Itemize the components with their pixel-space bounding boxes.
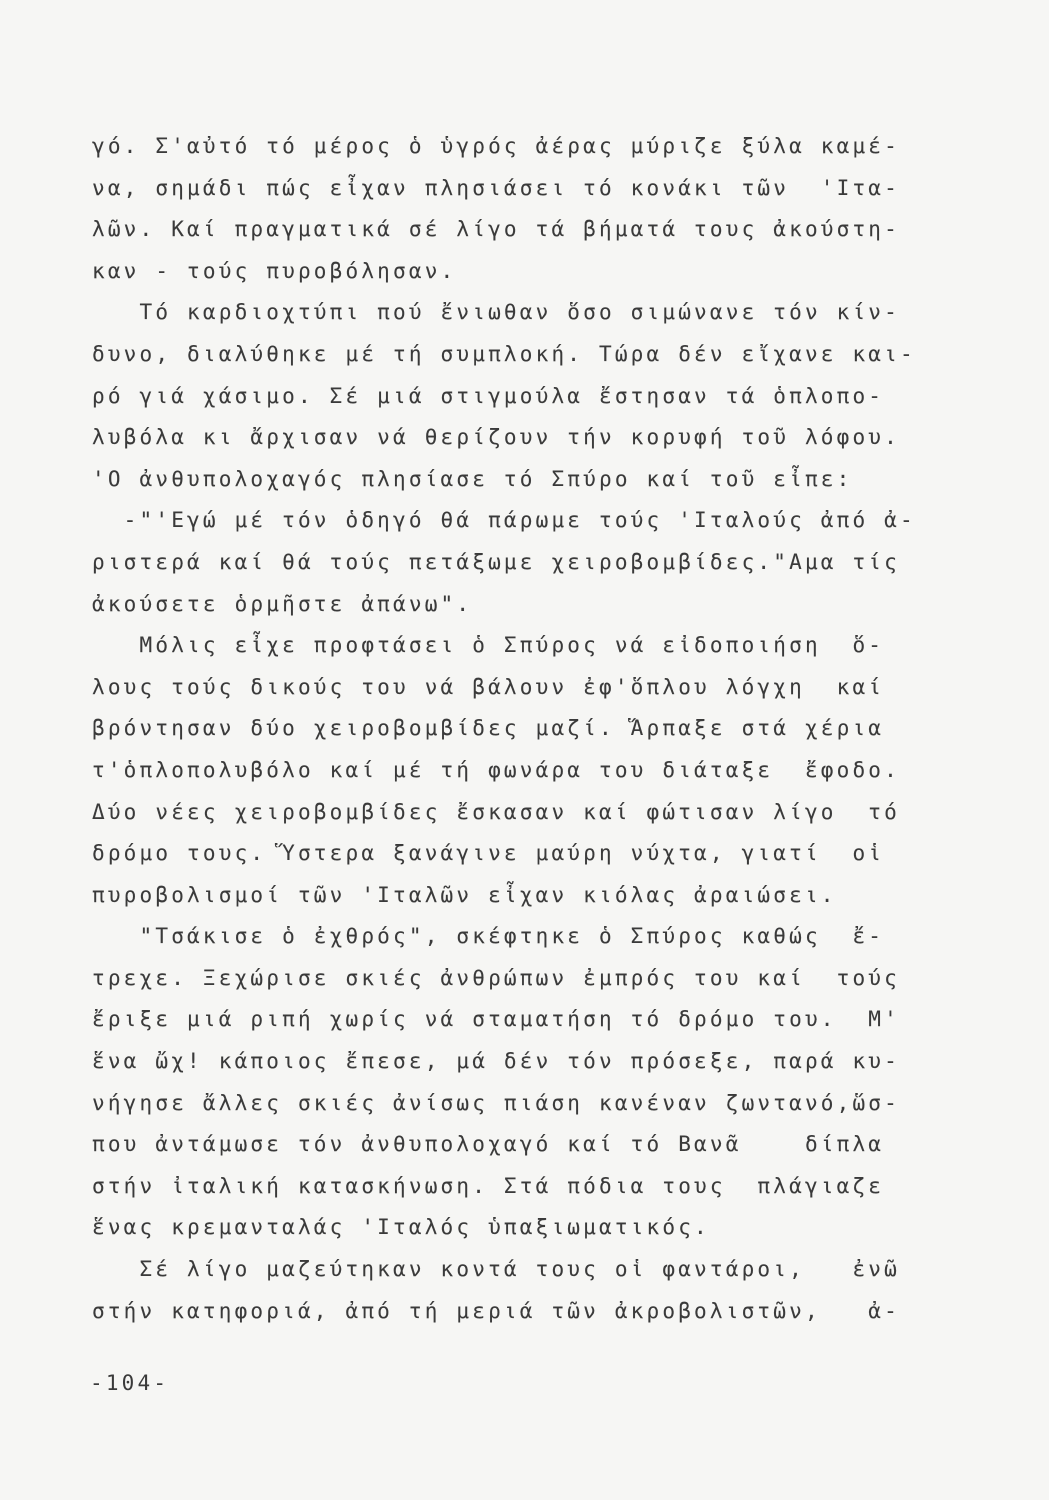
text-line: πυροβολισμοί τῶν 'Ιταλῶν εἶχαν κιόλας ἀραιώσει. [92, 882, 837, 907]
text-line: λυβόλα κι ἄρχισαν νά θερίζουν τήν κορυφή τοῦ λόφου. [92, 425, 900, 450]
text-line: "Τσάκισε ὁ ἐχθρός", σκέφτηκε ὁ Σπύρος καθώς ἔ- [92, 924, 885, 949]
text-line: δρόμο τους. Ὕστερα ξανάγινε μαύρη νύχτα, γιατί οἱ [92, 841, 885, 866]
text-line: Δύο νέες χειροβομβίδες ἔσκασαν καί φώτισαν λίγο τό [92, 799, 900, 824]
text-line: Τό καρδιοχτύπι πού ἔνιωθαν ὅσο σιμώνανε τόν κίν- [92, 300, 900, 325]
text-line: τ'ὁπλοπολυβόλο καί μέ τή φωνάρα του διάταξε ἔφοδο. [92, 757, 900, 782]
text-line: καν - τούς πυροβόλησαν. [92, 258, 457, 283]
text-line: ἕνα ὤχ! κάποιος ἔπεσε, μά δέν τόν πρόσεξε, παρά κυ- [92, 1049, 900, 1074]
text-line: 'Ο ἀνθυπολοχαγός πλησίασε τό Σπύρο καί τοῦ εἶπε: [92, 466, 853, 491]
text-line: ριστερά καί θά τούς πετάξωμε χειροβομβίδες."Αμα τίς [92, 549, 900, 574]
text-line: λῶν. Καί πραγματικά σέ λίγο τά βήματά τους ἀκούστη- [92, 217, 900, 242]
text-line: -"'Εγώ μέ τόν ὁδηγό θά πάρωμε τούς 'Ιταλούς ἀπό ἀ- [92, 508, 916, 533]
text-line: να, σημάδι πώς εἶχαν πλησιάσει τό κονάκι τῶν 'Ιτα- [92, 175, 900, 200]
text-line: στήν κατηφοριά, ἀπό τή μεριά τῶν ἀκροβολιστῶν, ἀ- [92, 1298, 900, 1323]
body-text [92, 126, 992, 1332]
text-line: στήν ἰταλική κατασκήνωση. Στά πόδια τους πλάγιαζε [92, 1173, 885, 1198]
text-line: τρεχε. Ξεχώρισε σκιές ἀνθρώπων ἐμπρός του καί τούς [92, 965, 900, 990]
text-line: ἕνας κρεμανταλάς 'Ιταλός ὑπαξιωματικός. [92, 1215, 710, 1240]
text-line: λους τούς δικούς του νά βάλουν ἐφ'ὅπλου λόγχη καί [92, 674, 885, 699]
text-line: νήγησε ἄλλες σκιές ἀνίσως πιάση κανέναν ζωντανό,ὥσ- [92, 1090, 900, 1115]
text-line: Μόλις εἶχε προφτάσει ὁ Σπύρος νά εἰδοποιήση ὅ- [92, 633, 885, 658]
text-line: ἔριξε μιά ριπή χωρίς νά σταματήση τό δρόμο του. Μ' [92, 1007, 900, 1032]
text-line: ἀκούσετε ὁρμῆστε ἀπάνω". [92, 591, 473, 616]
text-line: που ἀντάμωσε τόν ἀνθυπολοχαγό καί τό Βανᾶ δίπλα [92, 1132, 885, 1157]
text-line: Σέ λίγο μαζεύτηκαν κοντά τους οἱ φαντάροι, ἐνῶ [92, 1257, 900, 1282]
page-number: -104- [90, 1371, 170, 1395]
text-line: γό. Σ'αὐτό τό μέρος ὁ ὑγρός ἀέρας μύριζε ξύλα καμέ- [92, 134, 900, 158]
text-line: βρόντησαν δύο χειροβομβίδες μαζί. Ἅρπαξε στά χέρια [92, 716, 885, 741]
text-line: ρό γιά χάσιμο. Σέ μιά στιγμούλα ἔστησαν τά ὁπλοπο- [92, 383, 885, 408]
text-line: δυνο, διαλύθηκε μέ τή συμπλοκή. Τώρα δέν εἴχανε και- [92, 341, 916, 366]
